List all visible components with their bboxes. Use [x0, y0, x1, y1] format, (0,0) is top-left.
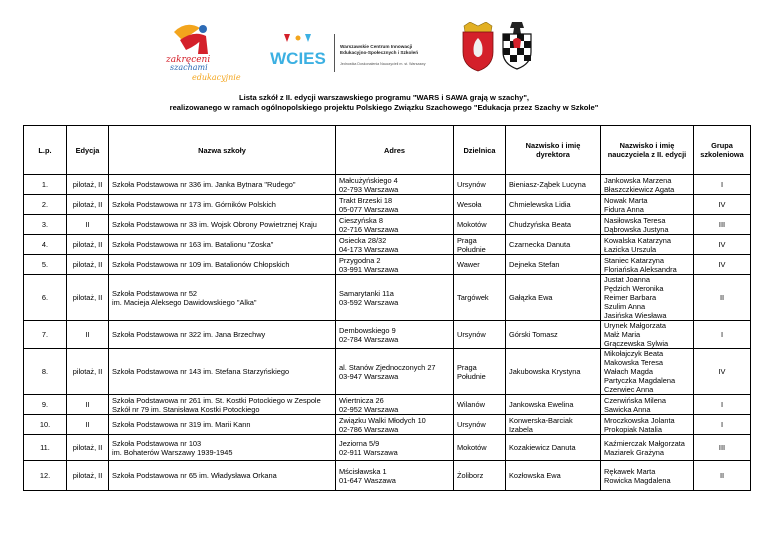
cell-dyrektor: Górski Tomasz — [506, 321, 601, 349]
zakreceni-logo — [160, 20, 250, 82]
cell-szkola: Szkoła Podstawowa nr 52 im. Macieja Aleksego Dawidowskiego "Alka" — [109, 275, 336, 321]
cell-adres: Wiertnicza 26 02-952 Warszawa — [336, 395, 454, 415]
cell-lp: 9. — [24, 395, 67, 415]
wcies-text-block — [340, 44, 450, 67]
cell-dzielnica: Mokotów — [454, 435, 506, 461]
cell-grupa: IV — [694, 349, 751, 395]
cell-edycja: pilotaż, II — [67, 175, 109, 195]
table-row — [24, 321, 751, 349]
cell-edycja: pilotaż, II — [67, 275, 109, 321]
cell-szkola: Szkoła Podstawowa nr 319 im. Marii Kann — [109, 415, 336, 435]
cell-edycja: pilotaż, II — [67, 435, 109, 461]
cell-nauczyciele: Mikołajczyk Beata Makowska Teresa Wałach Magda Partyczka Magdalena Czerwiec Anna — [601, 349, 694, 395]
table-header-row — [24, 126, 751, 175]
header-nauczyciele: Nazwisko i imię nauczyciela z II. edycji — [601, 126, 694, 175]
wcies-logo — [268, 32, 328, 76]
header-dzielnica: Dzielnica — [454, 126, 506, 175]
schools-table — [23, 125, 751, 491]
cell-szkola: Szkoła Podstawowa nr 143 im. Stefana Starzyńskiego — [109, 349, 336, 395]
cell-nauczyciele: Mroczkowska Jolanta Prokopiak Natalia — [601, 415, 694, 435]
cell-lp: 11. — [24, 435, 67, 461]
cell-dyrektor: Chmielewska Lidia — [506, 195, 601, 215]
cell-grupa: III — [694, 215, 751, 235]
cell-dzielnica: Targówek — [454, 275, 506, 321]
cell-dzielnica: Wesoła — [454, 195, 506, 215]
cell-szkola: Szkoła Podstawowa nr 33 im. Wojsk Obrony Powietrznej Kraju — [109, 215, 336, 235]
table-row — [24, 235, 751, 255]
cell-szkola: Szkoła Podstawowa nr 173 im. Górników Polskich — [109, 195, 336, 215]
cell-dzielnica: Praga Południe — [454, 349, 506, 395]
cell-dzielnica: Wilanów — [454, 395, 506, 415]
cell-grupa: IV — [694, 195, 751, 215]
logo-word-3: edukacyjnie — [192, 73, 241, 82]
cell-szkola: Szkoła Podstawowa nr 65 im. Władysława Orkana — [109, 461, 336, 491]
logo-word-1: zakręceni — [166, 55, 211, 65]
cell-adres: Małcużyńskiego 4 02-793 Warszawa — [336, 175, 454, 195]
cell-szkola: Szkoła Podstawowa nr 336 im. Janka Bytnara "Rudego" — [109, 175, 336, 195]
cell-szkola: Szkoła Podstawowa nr 163 im. Batalionu "Zoska" — [109, 235, 336, 255]
cell-edycja: pilotaż, II — [67, 235, 109, 255]
cell-adres: Związku Walki Młodych 10 02-786 Warszawa — [336, 415, 454, 435]
table-row — [24, 415, 751, 435]
cell-dzielnica: Żoliborz — [454, 461, 506, 491]
table-row — [24, 275, 751, 321]
cell-nauczyciele: Urynek Małgorzata Małż Maria Grączewska Sylwia — [601, 321, 694, 349]
cell-lp: 8. — [24, 349, 67, 395]
cell-dyrektor: Bieniasz-Ząbek Lucyna — [506, 175, 601, 195]
table-row — [24, 175, 751, 195]
cell-dyrektor: Jakubowska Krystyna — [506, 349, 601, 395]
table-row — [24, 195, 751, 215]
cell-adres: Jeziorna 5/9 02-911 Warszawa — [336, 435, 454, 461]
cell-lp: 7. — [24, 321, 67, 349]
chess-federation-crest-icon — [500, 20, 534, 70]
document-title-line-2: realizowanego w ramach ogólnopolskiego projektu Polskiego Związku Szachowego "Edukacja przez Szachy w Szkole" — [169, 103, 599, 112]
cell-adres: Mścisławska 1 01-647 Waszawa — [336, 461, 454, 491]
cell-dzielnica: Mokotów — [454, 215, 506, 235]
cell-dyrektor: Dejneka Stefan — [506, 255, 601, 275]
document-title-line-1: Lista szkół z II. edycji warszawskiego programu "WARS i SAWA grają w szachy", — [238, 93, 530, 102]
cell-dyrektor: Kozakiewicz Danuta — [506, 435, 601, 461]
cell-adres: Samarytanki 11a 03-592 Warszawa — [336, 275, 454, 321]
cell-adres: Dembowskiego 9 02-784 Warszawa — [336, 321, 454, 349]
table-body — [24, 175, 751, 491]
cell-adres: Przygodna 2 03-991 Warszawa — [336, 255, 454, 275]
cell-lp: 5. — [24, 255, 67, 275]
cell-adres: Osiecka 28/32 04-173 Warszawa — [336, 235, 454, 255]
cell-grupa: IV — [694, 235, 751, 255]
cell-dyrektor: Jankowska Ewelina — [506, 395, 601, 415]
cell-lp: 3. — [24, 215, 67, 235]
wcies-line-2: Edukacyjno-Społecznych i Szkoleń — [340, 50, 419, 55]
cell-lp: 12. — [24, 461, 67, 491]
cell-adres: al. Stanów Zjednoczonych 27 03-947 Warszawa — [336, 349, 454, 395]
table-row — [24, 255, 751, 275]
cell-dyrektor: Konwerska-Barciak Izabela — [506, 415, 601, 435]
cell-lp: 6. — [24, 275, 67, 321]
cell-dyrektor: Chudzyńska Beata — [506, 215, 601, 235]
cell-grupa: I — [694, 321, 751, 349]
cell-edycja: pilotaż, II — [67, 195, 109, 215]
cell-grupa: I — [694, 415, 751, 435]
header-adres: Adres — [336, 126, 454, 175]
cell-edycja: II — [67, 395, 109, 415]
cell-edycja: II — [67, 321, 109, 349]
cell-lp: 1. — [24, 175, 67, 195]
cell-edycja: II — [67, 415, 109, 435]
cell-dzielnica: Ursynów — [454, 175, 506, 195]
header-edycja: Edycja — [67, 126, 109, 175]
cell-nauczyciele: Justat Joanna Pędzich Weronika Reimer Barbara Szulim Anna Jasińska Wiesława — [601, 275, 694, 321]
cell-nauczyciele: Jankowska Marzena Błaszczkiewicz Agata — [601, 175, 694, 195]
cell-lp: 2. — [24, 195, 67, 215]
header-lp: L.p. — [24, 126, 67, 175]
cell-lp: 4. — [24, 235, 67, 255]
wcies-line-3: Jednostka Doskonalenia Nauczycieli m. st. Warszawy — [340, 62, 426, 66]
wcies-line-1: Warszawskie Centrum Innowacji — [340, 44, 413, 49]
cell-grupa: III — [694, 435, 751, 461]
cell-szkola: Szkoła Podstawowa nr 322 im. Jana Brzechwy — [109, 321, 336, 349]
cell-grupa: IV — [694, 255, 751, 275]
cell-edycja: pilotaż, II — [67, 461, 109, 491]
cell-edycja: pilotaż, II — [67, 255, 109, 275]
cell-grupa: I — [694, 395, 751, 415]
cell-nauczyciele: Rękawek Marta Rowicka Magdalena — [601, 461, 694, 491]
wcies-divider — [334, 34, 335, 72]
header-szkola: Nazwa szkoły — [109, 126, 336, 175]
cell-dzielnica: Ursynów — [454, 415, 506, 435]
cell-edycja: II — [67, 215, 109, 235]
cell-dyrektor: Gałązka Ewa — [506, 275, 601, 321]
logo-word-2: szachami — [170, 63, 208, 72]
header-grupa: Grupa szkoleniowa — [694, 126, 751, 175]
cell-edycja: pilotaż, II — [67, 349, 109, 395]
wcies-wordmark: WCIES — [270, 49, 326, 68]
table-row — [24, 395, 751, 415]
warsaw-crest-icon — [458, 22, 498, 72]
cell-grupa: I — [694, 175, 751, 195]
header-dyrektor: Nazwisko i imię dyrektora — [506, 126, 601, 175]
cell-adres: Cieszyńska 8 02-716 Warszawa — [336, 215, 454, 235]
cell-dzielnica: Ursynów — [454, 321, 506, 349]
cell-nauczyciele: Kowalska Katarzyna Łazicka Urszula — [601, 235, 694, 255]
cell-nauczyciele: Czerwińska Milena Sawicka Anna — [601, 395, 694, 415]
cell-dyrektor: Kozłowska Ewa — [506, 461, 601, 491]
table-row — [24, 215, 751, 235]
cell-dzielnica: Wawer — [454, 255, 506, 275]
cell-adres: Trakt Brzeski 18 05-077 Warszawa — [336, 195, 454, 215]
table-row — [24, 435, 751, 461]
cell-dzielnica: Praga Południe — [454, 235, 506, 255]
cell-szkola: Szkoła Podstawowa nr 109 im. Batalionów Chłopskich — [109, 255, 336, 275]
cell-nauczyciele: Staniec Katarzyna Floriańska Aleksandra — [601, 255, 694, 275]
cell-szkola: Szkoła Podstawowa nr 261 im. St. Kostki Potockiego w Zespole Szkół nr 79 im. Stanisława Kostki Potockiego — [109, 395, 336, 415]
cell-grupa: II — [694, 461, 751, 491]
cell-dyrektor: Czarnecka Danuta — [506, 235, 601, 255]
cell-nauczyciele: Kaźmierczak Małgorzata Maziarek Grażyna — [601, 435, 694, 461]
cell-szkola: Szkoła Podstawowa nr 103 im. Bohaterów Warszawy 1939-1945 — [109, 435, 336, 461]
table-row — [24, 461, 751, 491]
cell-nauczyciele: Nowak Marta Fidura Anna — [601, 195, 694, 215]
cell-grupa: II — [694, 275, 751, 321]
cell-lp: 10. — [24, 415, 67, 435]
table-row — [24, 349, 751, 395]
cell-nauczyciele: Nasiłowska Teresa Dąbrowska Justyna — [601, 215, 694, 235]
logo-bar — [0, 0, 768, 88]
